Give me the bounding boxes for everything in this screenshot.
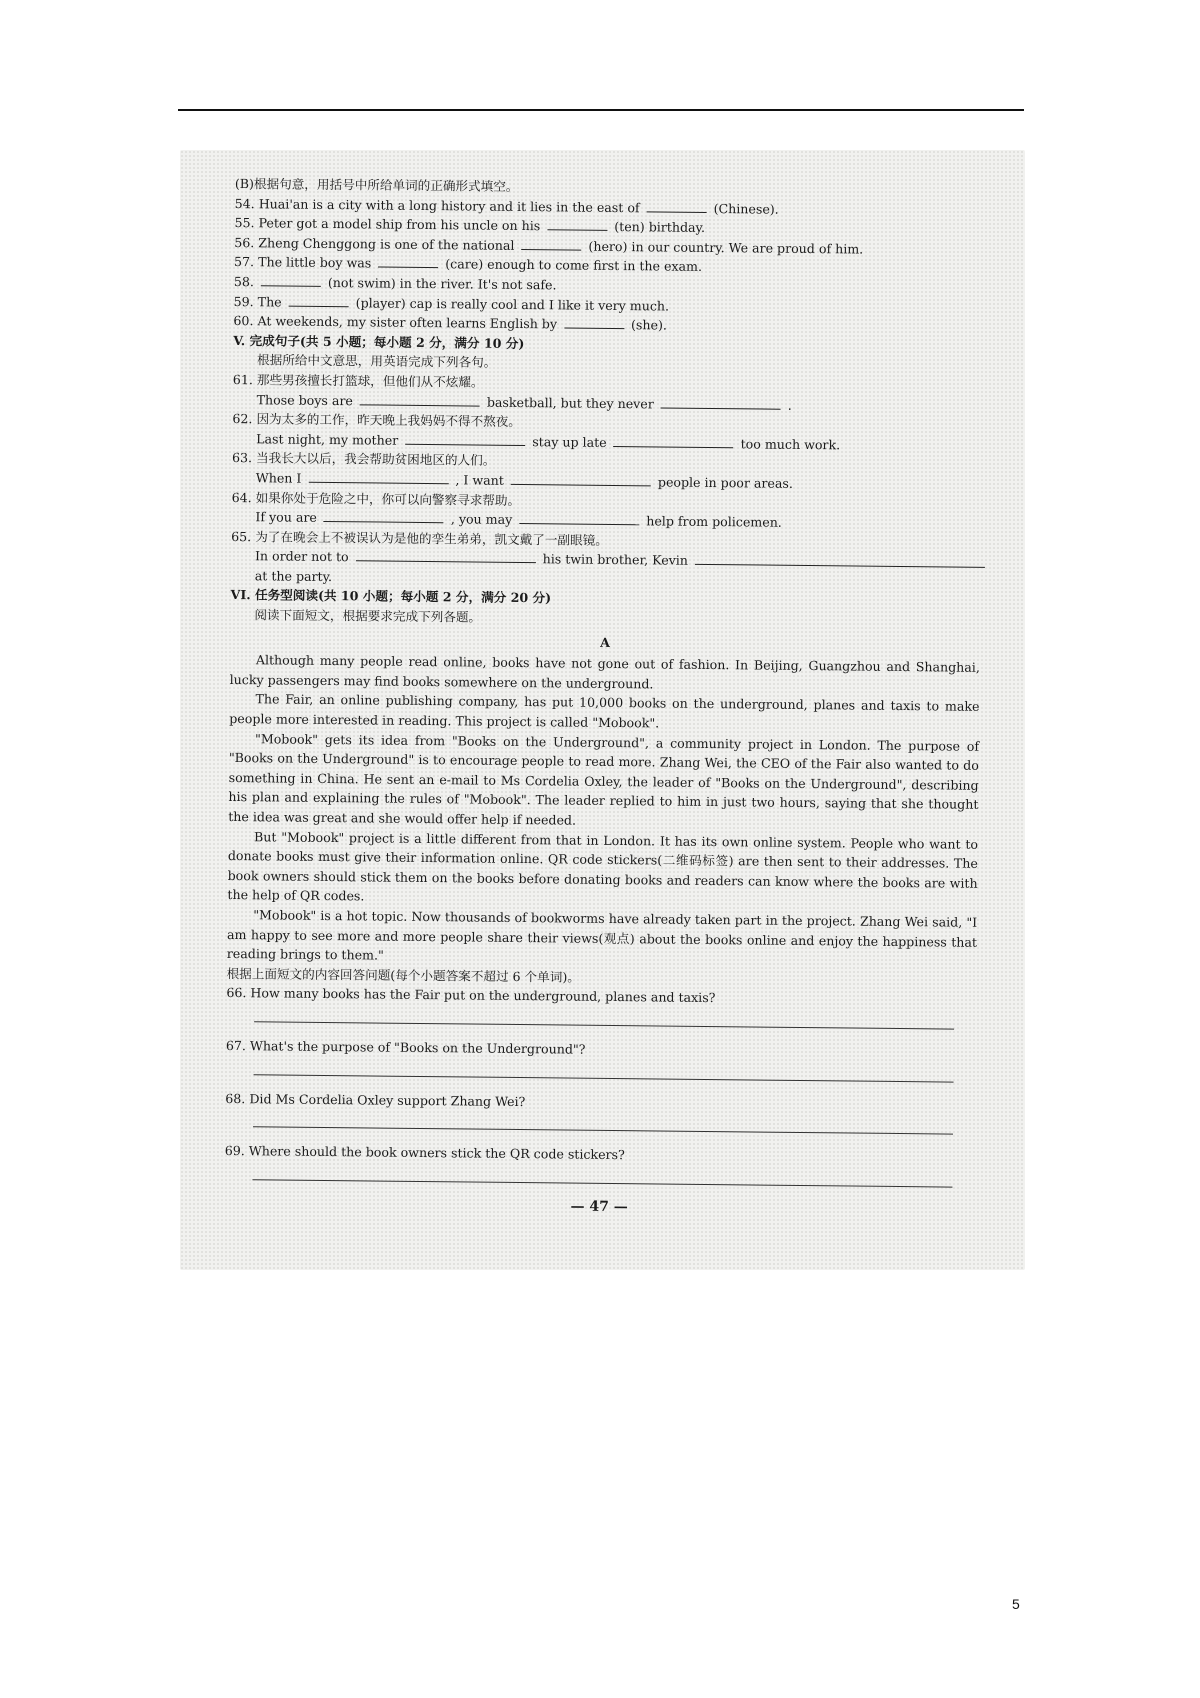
passage-title: A <box>600 634 611 650</box>
answer-line[interactable] <box>254 1021 954 1029</box>
section-v-instruction: 根据所给中文意思，用英语完成下列各句。 <box>256 352 497 371</box>
question-61-cn: 61. 那些男孩擅长打篮球，但他们从不炫耀。 <box>232 371 484 390</box>
question-69: 69. Where should the book owners stick the QR code stickers? <box>224 1143 625 1163</box>
answer-line[interactable] <box>253 1126 953 1134</box>
question-56: 56. Zheng Chenggong is one of the national (hero) in our country. We are proud of him. <box>234 234 864 257</box>
passage-paragraph: The Fair, an online publishing company, has put 10,000 books on the underground, planes and taxis to make people more interested in reading. This project is called "Mobook". <box>229 691 980 731</box>
page-number: 5 <box>1012 1596 1020 1612</box>
question-66: 66. How many books has the Fair put on the underground, planes and taxis? <box>226 985 716 1006</box>
question-64-en: If you are , you may help from policemen. <box>255 509 782 530</box>
answer-blank[interactable] <box>289 293 349 307</box>
question-63-cn: 63. 当我长大以后，我会帮助贫困地区的人们。 <box>231 450 496 469</box>
passage-paragraph: Although many people read online, books have not gone out of fashion. In Beijing, Guangzhou and Shanghai, lucky passengers may find books somewhere on the underground. <box>229 652 980 692</box>
answer-line[interactable] <box>254 1074 954 1082</box>
answer-blank[interactable] <box>519 511 639 525</box>
question-54: 54. Huai'an is a city with a long history and it lies in the east of (Chinese). <box>234 195 779 217</box>
scanned-page <box>180 150 1025 1270</box>
answer-blank[interactable] <box>378 255 438 269</box>
scan-content <box>224 174 985 1221</box>
question-61-en: Those boys are basketball, but they never . <box>256 391 792 413</box>
answer-blank[interactable] <box>521 237 581 251</box>
answer-blank[interactable] <box>661 395 781 409</box>
question-62-cn: 62. 因为太多的工作，昨天晚上我妈妈不得不熬夜。 <box>232 411 522 430</box>
answer-blank[interactable] <box>261 273 321 287</box>
answer-blank[interactable] <box>360 392 480 406</box>
question-55: 55. Peter got a model ship from his uncle on his (ten) birthday. <box>234 215 706 236</box>
question-59: 59. The (player) cap is really cool and I like it very much. <box>233 293 670 314</box>
section-b-instruction: (B)根据句意，用括号中所给单词的正确形式填空。 <box>234 175 519 194</box>
question-64-cn: 64. 如果你处于危险之中，你可以向警察寻求帮助。 <box>231 489 521 508</box>
answer-blank[interactable] <box>547 217 607 231</box>
passage-paragraph: But "Mobook" project is a little different from that in London. It has its own online system. People who want to donate books must give their information online. QR code stickers(二维码标签) are then sent to their addresses. The book owners should stick them on the books before donating books and readers can know where the books are with the help of QR codes. <box>227 828 979 904</box>
question-instruction: 根据上面短文的内容回答问题(每个小题答案不超过 6 个单词)。 <box>226 965 580 985</box>
passage-paragraph: "Mobook" gets its idea from "Books on the Underground", a community project in London. The purpose of "Books on the Underground" is to encourage people to read more. Zhang Wei, the CEO of the Fair also wanted to do something in China. He sent an e-mail to Ms Cordelia Oxley, the leader of "Books on the Underground", describing his plan and explaining the rules of "Mobook". The leader replied to him in just two hours, saying that she thought the idea was great and she would offer help if needed. <box>228 730 980 828</box>
section-v-heading: V. 完成句子(共 5 小题；每小题 2 分，满分 10 分) <box>233 332 525 351</box>
answer-line[interactable] <box>252 1179 952 1187</box>
question-58: 58. (not swim) in the river. It's not safe. <box>233 273 557 293</box>
question-65-en-cont: at the party. <box>254 568 333 584</box>
question-57: 57. The little boy was (care) enough to come first in the exam. <box>234 254 703 275</box>
answer-blank[interactable] <box>695 552 985 568</box>
question-63-en: When I , I want people in poor areas. <box>255 470 793 491</box>
answer-blank[interactable] <box>614 434 734 448</box>
answer-blank[interactable] <box>564 316 624 330</box>
question-62-en: Last night, my mother stay up late too much work. <box>256 430 841 453</box>
question-67: 67. What's the purpose of "Books on the Underground"? <box>225 1037 586 1057</box>
answer-blank[interactable] <box>405 432 525 446</box>
answer-blank[interactable] <box>356 549 536 564</box>
section-vi-instruction: 阅读下面短文，根据要求完成下列各题。 <box>254 607 482 625</box>
answer-blank[interactable] <box>647 199 707 213</box>
question-68: 68. Did Ms Cordelia Oxley support Zhang Wei? <box>225 1090 526 1109</box>
passage-paragraph: "Mobook" is a hot topic. Now thousands of bookworms have already taken part in the project. Zhang Wei said, "I am happy to see more and more people share their views(观点) about the books online and enjoy the happiness that reading brings to them." <box>226 907 978 963</box>
header-rule <box>178 109 1024 111</box>
question-65-en: In order not to his twin brother, Kevin <box>231 546 981 573</box>
answer-blank[interactable] <box>308 470 448 484</box>
scan-page-number: — 47 — <box>570 1198 628 1215</box>
question-60: 60. At weekends, my sister often learns English by (she). <box>233 313 668 333</box>
answer-blank[interactable] <box>511 472 651 486</box>
question-65-cn: 65. 为了在晚会上不被误认为是他的孪生弟弟，凯文戴了一副眼镜。 <box>231 528 608 548</box>
answer-blank[interactable] <box>324 509 444 523</box>
section-vi-heading: VI. 任务型阅读(共 10 小题；每小题 2 分，满分 20 分) <box>230 587 552 606</box>
